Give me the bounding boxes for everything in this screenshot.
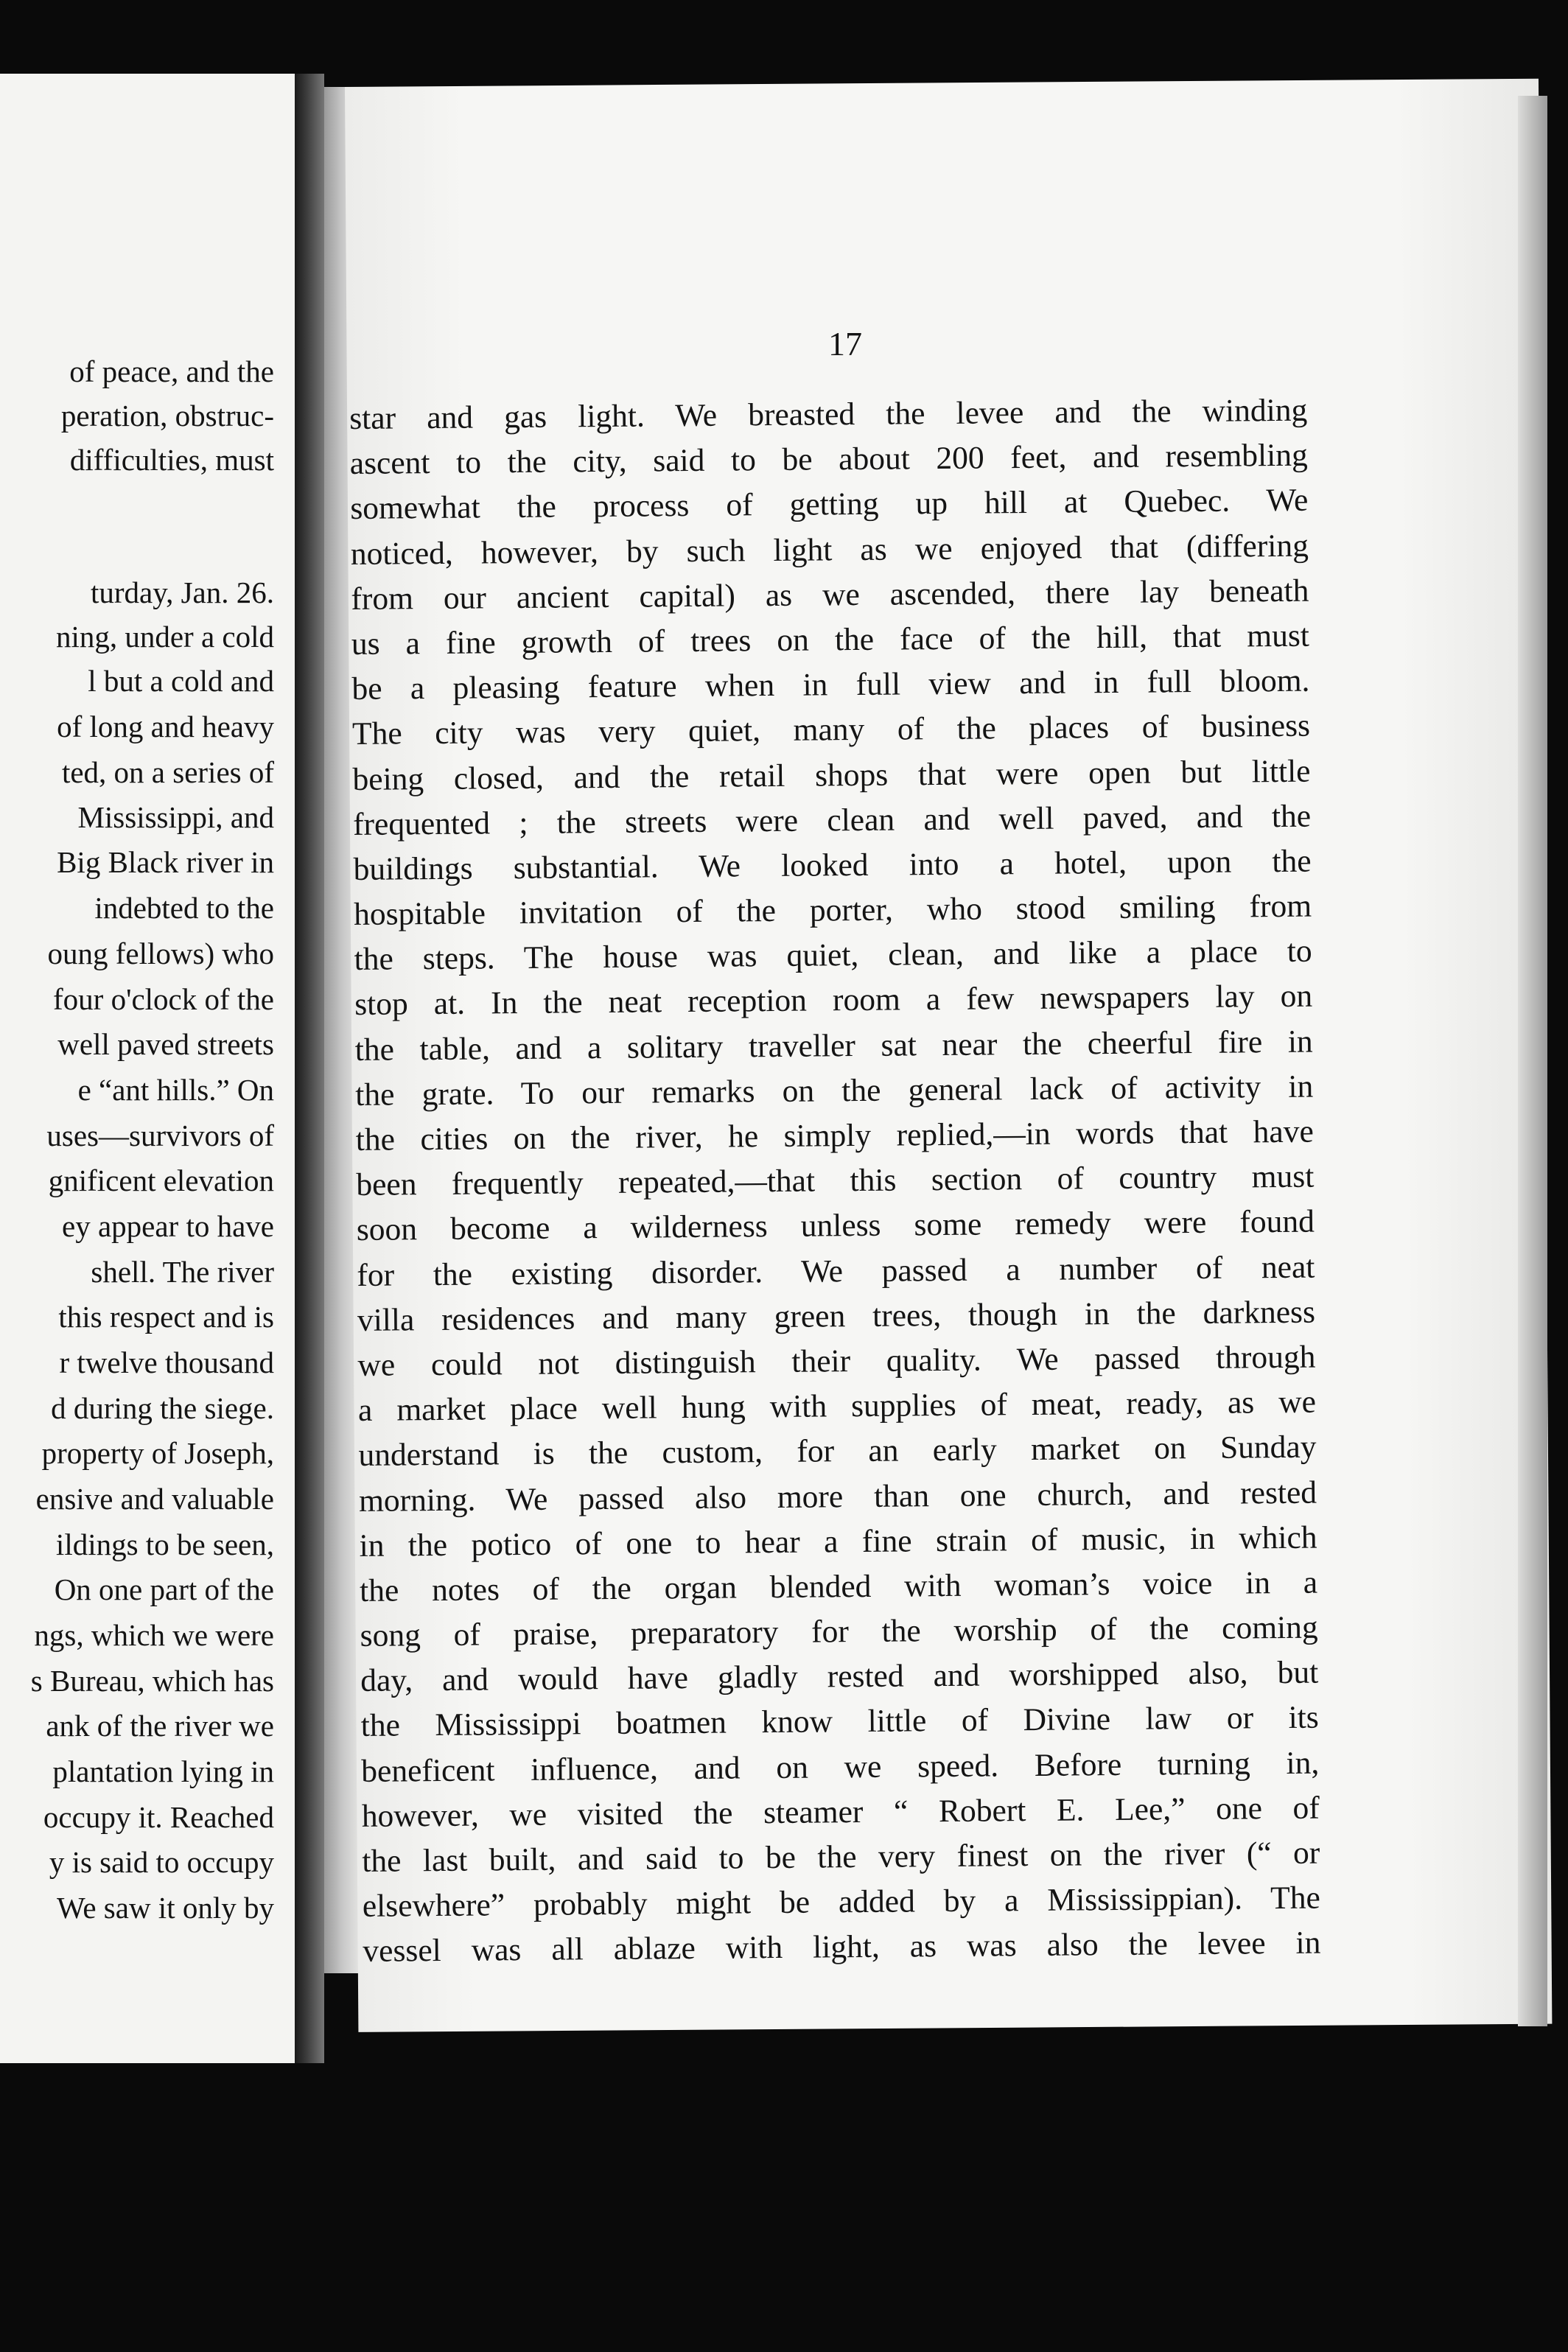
left-page [0,74,295,2063]
left-text-line: ted, on a series of [61,755,274,789]
text-line: vessel was all ablaze with light, as was also the levee in [363,1925,1321,1970]
text-line: buildings substantial. We looked into a hotel, upon the [353,843,1312,887]
left-text-line: ildings to be seen, [55,1527,274,1561]
text-line: however, we visited the steamer “ Robert E. Lee,” one of [361,1790,1320,1834]
text-line: morning. We passed also more than one church, and rested [358,1474,1317,1519]
page-body-text [349,388,1321,1975]
text-line: stop at. In the neat reception room a few newspapers lay on [354,979,1313,1023]
text-line: somewhat the process of getting up hill at Quebec. We [350,483,1309,527]
left-text-line: d during the siege. [51,1391,274,1425]
book-gutter [295,74,324,2063]
left-text-line: indebted to the [94,891,274,925]
text-line: be a pleasing feature when in full view and in full bloom. [351,662,1310,707]
left-text-line: difficulties, must [69,443,274,477]
text-line: The city was very quiet, many of the places of business [351,707,1311,752]
left-text-line: shell. The river [91,1255,274,1289]
left-text-line: peration, obstruc- [60,399,274,433]
left-text-line: four o'clock of the [53,982,274,1016]
left-text-line: ensive and valuable [35,1482,274,1516]
left-text-line: property of Joseph, [41,1436,274,1470]
text-line: beneficent influence, and on we speed. Before turning in, [361,1745,1320,1789]
text-line: the table, and a solitary traveller sat near the cheerful fire in [354,1023,1313,1068]
text-line: the steps. The house was quiet, clean, and like a place to [354,933,1312,978]
text-line: been frequently repeated,—that this section of country must [356,1158,1315,1203]
left-text-line: r twelve thousand [59,1345,274,1379]
text-line: from our ancient capital) as we ascended, there lay beneath [351,573,1309,617]
text-line: noticed, however, by such light as we enjoyed that (differing [350,528,1309,572]
text-line: understand is the custom, for an early market on Sunday [358,1429,1317,1474]
text-line: the cities on the river, he simply replied,—in words that have [355,1113,1314,1158]
page-edge [1518,96,1547,2026]
left-text-line: uses—survivors of [46,1119,274,1152]
text-line: a market place well hung with supplies of meat, ready, as we [357,1384,1317,1429]
text-line: we could not distinguish their quality. We passed through [357,1339,1316,1383]
left-text-line: We saw it only by [56,1891,274,1925]
left-text-line: e “ant hills.” On [77,1073,274,1107]
left-text-line: well paved streets [57,1027,274,1061]
text-line: hospitable invitation of the porter, who stood smiling from [353,888,1312,933]
text-line: the Mississippi boatmen know little of Divine law or its [360,1700,1319,1744]
left-text-line: oung fellows) who [47,937,274,970]
text-line: in the potico of one to hear a fine strain of music, in which [359,1519,1317,1564]
text-line: the grate. To our remarks on the general lack of activity in [355,1068,1314,1113]
left-page-text [0,74,295,2063]
text-line: day, and would have gladly rested and worshipped also, but [360,1654,1319,1699]
text-line: ascent to the city, said to be about 200 feet, and resembling [349,437,1308,482]
left-text-line: ey appear to have [62,1209,274,1243]
text-line: the notes of the organ blended with woman’s voice in a [359,1564,1318,1609]
text-line: soon become a wilderness unless some remedy were found [356,1203,1315,1248]
left-text-line: s Bureau, which has [30,1664,274,1698]
text-line: the last built, and said to be the very finest on the river (“ or [362,1835,1320,1879]
text-line: frequented ; the streets were clean and well paved, and the [352,798,1312,842]
left-text-line: Mississippi, and [77,800,274,834]
text-line: us a fine growth of trees on the face of the hill, that must [351,617,1310,662]
text-line: villa residences and many green trees, though in the darkness [357,1294,1316,1338]
text-line: for the existing disorder. We passed a number of neat [357,1249,1315,1293]
left-text-line: occupy it. Reached [43,1800,274,1834]
left-text-line: On one part of the [54,1572,274,1606]
left-text-line: gnificent elevation [48,1163,274,1197]
left-text-line: ning, under a cold [55,620,274,654]
text-line: song of praise, preparatory for the worship of the coming [360,1609,1318,1653]
left-text-line: turday, Jan. 26. [91,575,274,609]
text-line: elsewhere” probably might be added by a Mississippian). The [362,1880,1321,1925]
text-line: being closed, and the retail shops that were open but little [352,753,1311,797]
left-text-line: of peace, and the [69,354,274,388]
text-line: star and gas light. We breasted the levee and the winding [349,392,1308,436]
left-text-line: ank of the river we [46,1709,274,1743]
left-text-line: y is said to occupy [49,1845,274,1879]
page-number: 17 [828,325,862,363]
left-text-line: Big Black river in [57,845,274,879]
left-text-line: ngs, which we were [34,1618,274,1652]
left-text-line: l but a cold and [88,664,274,698]
left-text-line: of long and heavy [57,710,274,743]
left-text-line: this respect and is [58,1300,274,1334]
left-text-line: plantation lying in [52,1754,274,1788]
